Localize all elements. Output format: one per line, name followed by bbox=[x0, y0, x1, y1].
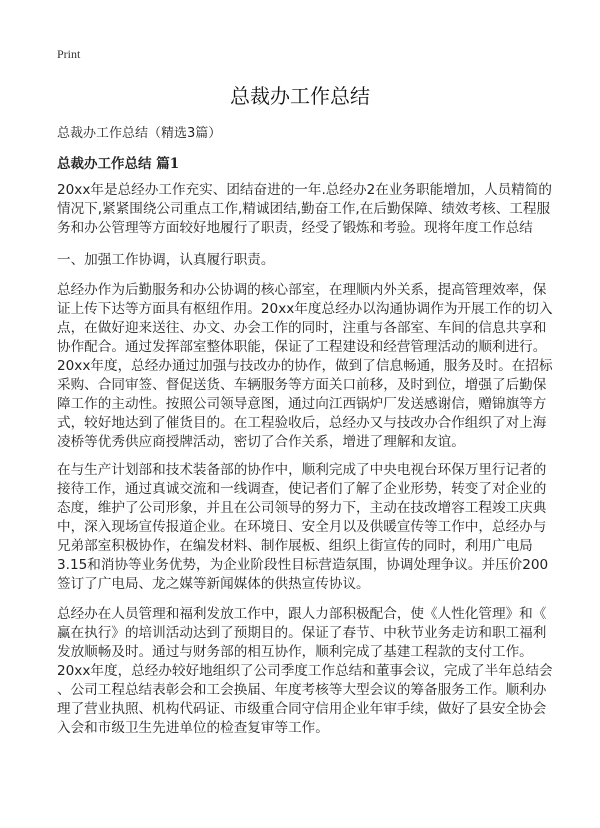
paragraph bbox=[57, 357, 557, 452]
paragraph-line: 发放顺畅及时。通过与财务部的相互协作，顺利完成了基建工程款的支付工作。 bbox=[57, 644, 533, 660]
paragraph-line: 、公司工程总结表彰会和工会换届、年度考核等大型会议的筹备服务工作。顺利办 bbox=[57, 682, 547, 698]
paragraph-line: 总经办作为后勤服务和办公协调的核心部室，在理顺内外关系，提高管理效率，保 bbox=[57, 282, 547, 298]
paragraph-line: 点，在做好迎来送往、办文、办会工作的同时，注重与各部室、车间的信息共享和 bbox=[57, 320, 547, 336]
paragraph-line: 证上传下达等方面具有枢纽作用。20xx年度总经办以沟通协调作为开展工作的切入 bbox=[57, 301, 553, 317]
paragraph bbox=[57, 605, 557, 738]
paragraph-line: 情况下,紧紧围绕公司重点工作,精诚团结,勤奋工作,在后勤保障、绩效考核、工程服 bbox=[57, 201, 551, 217]
paragraph-line: 赢在执行》的培训活动达到了预期目的。保证了春节、中秋节业务走访和职工福利 bbox=[57, 625, 547, 641]
paragraph-line: 式，较好地达到了催货目的。在工程验收后，总经办又与技改办合作组织了对上海 bbox=[57, 415, 547, 431]
paragraph-line: 在与生产计划部和技术装备部的协作中，顺利完成了中央电视台环保万里行记者的 bbox=[57, 462, 547, 478]
paragraph-line: 20xx年是总经办工作充实、团结奋进的一年.总经办2在业务职能增加，人员精简的 bbox=[57, 182, 552, 198]
paragraph-line: 协作配合。通过发挥部室整体职能，保证了工程建设和经营管理活动的顺利进行。 bbox=[57, 339, 547, 355]
paragraph-line: 态度，维护了公司形象，并且在公司领导的努力下，主动在技改增容工程竣工庆典 bbox=[57, 500, 547, 516]
paragraph bbox=[57, 461, 557, 594]
paragraph-line: 一、加强工作协调，认真履行职责。 bbox=[57, 252, 275, 268]
paragraph bbox=[57, 281, 557, 357]
paragraph-line: 兄弟部室积极协作，在编发材料、制作展板、组织上街宣传的同时，利用广电局 bbox=[57, 538, 533, 554]
subsection-heading bbox=[57, 251, 557, 270]
paragraph-line: 理了营业执照、机构代码证、市级重合同守信用企业年审手续，做好了县安全协会 bbox=[57, 701, 547, 717]
paragraph-line: 采购、合同审签、督促送货、车辆服务等方面关口前移，及时到位，增强了后勤保 bbox=[57, 377, 547, 393]
paragraph bbox=[57, 181, 557, 238]
paragraph-line: 3.15和消协等业务优势，为企业阶段性目标营造氛围，协调处理争议。并压价200 bbox=[57, 557, 549, 573]
paragraph-line: 签订了广电局、龙之媒等新闻媒体的供热宣传协议。 bbox=[57, 576, 370, 592]
paragraph-line: 凌桥等优秀供应商授牌活动，密切了合作关系，增进了理解和友谊。 bbox=[57, 434, 465, 450]
paragraph-line: 务和办公管理等方面较好地履行了职责，经受了锻炼和考验。现将年度工作总结 bbox=[57, 220, 533, 236]
document-subtitle: 总裁办工作总结（精选3篇） bbox=[57, 126, 222, 141]
paragraph-line: 20xx年度，总经办通过加强与技改办的协作，做到了信息畅通，服务及时。在招标 bbox=[57, 358, 553, 374]
paragraph-line: 入会和市级卫生先进单位的检查复审等工作。 bbox=[57, 720, 329, 736]
paragraph-line: 接待工作，通过真诚交流和一线调查，使记者们了解了企业形势，转变了对企业的 bbox=[57, 481, 547, 497]
paragraph-line: 总经办在人员管理和福利发放工作中，跟人力部积极配合，使《人性化管理》和《 bbox=[57, 606, 547, 622]
section-heading: 总裁办工作总结 篇1 bbox=[57, 156, 180, 172]
paragraph-line: 20xx年度，总经办较好地组织了公司季度工作总结和董事会议，完成了半年总结会 bbox=[57, 663, 553, 679]
print-link[interactable]: Print bbox=[57, 47, 81, 61]
paragraph-line: 障工作的主动性。按照公司领导意图，通过向江西锅炉厂发送感谢信，赠锦旗等方 bbox=[57, 396, 547, 412]
paragraph-line: 中，深入现场宣传报道企业。在环境日、安全月以及供暖宣传等工作中，总经办与 bbox=[57, 519, 547, 535]
document-title: 总裁办工作总结 bbox=[230, 84, 370, 108]
